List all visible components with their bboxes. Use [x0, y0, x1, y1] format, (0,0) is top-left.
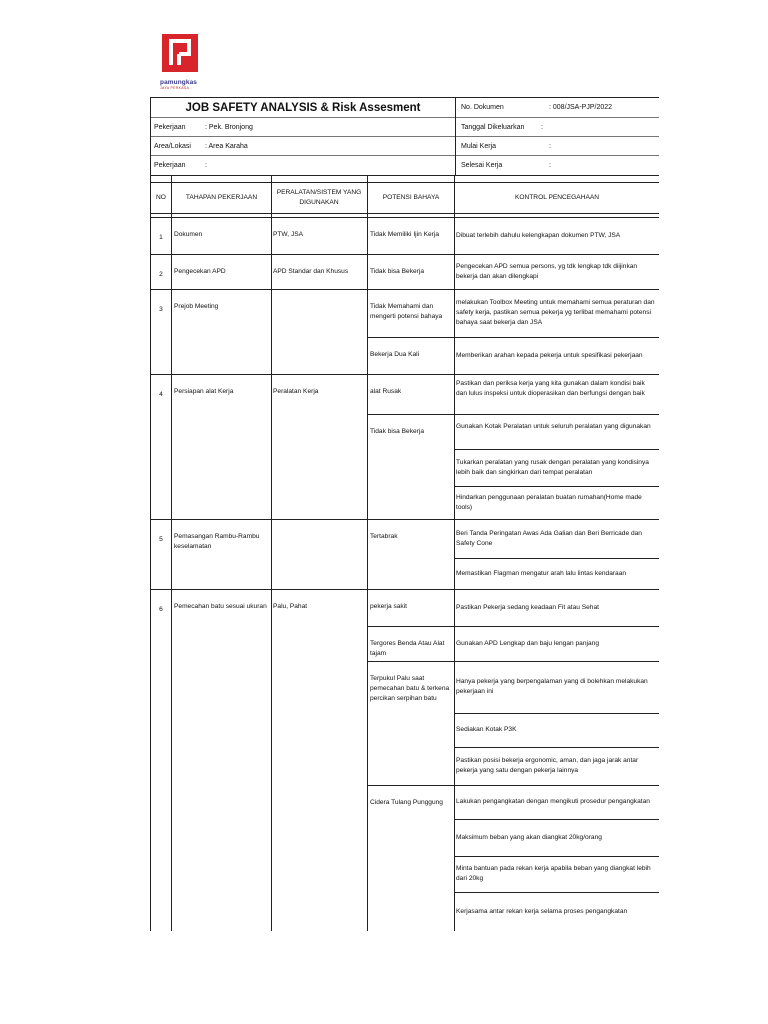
col-header-control: KONTROL PENCEGAHAAN	[514, 194, 600, 201]
control-text: Hanya pekerja yang berpengalaman yang di bolehkan melakukan pekerjaan ini	[456, 678, 648, 695]
control-divider	[454, 486, 659, 487]
hazard-text: Terpukul Palu saat pemecahan batu & terkena percikan serpihan batu	[370, 675, 450, 702]
row-equipment: PTW, JSA	[273, 231, 304, 238]
hazard-text: pekerja sakit	[370, 603, 408, 610]
row-stage: Pemecahan batu sesuai ukuran	[174, 603, 267, 610]
control-text: Pastikan posisi bekerja ergonomic, aman, dan jaga jarak antar pekerja yang satu dengan pekerja lainnya	[456, 757, 639, 774]
hazard-divider	[367, 414, 455, 415]
header-row-title	[151, 98, 659, 118]
control-text: Pastikan Pekerja sedang keadaan Fit atau Sehat	[456, 604, 599, 611]
job-label-2: Pekerjaan	[154, 162, 186, 169]
hazard-text: Tidak Memiliki Ijin Kerja	[370, 231, 440, 238]
control-divider	[454, 449, 659, 450]
company-tagline: JAYA PERKASA	[160, 86, 190, 90]
company-name: pamungkas	[160, 79, 198, 86]
location-value: : Area Karaha	[205, 142, 248, 150]
row-stage: Prejob Meeting	[174, 303, 219, 310]
col-header-stage: TAHAPAN PEKERJAAN	[185, 194, 258, 201]
header-line	[151, 213, 659, 214]
row-divider	[151, 589, 659, 590]
start-work-label: Mulai Kerja	[461, 142, 497, 150]
row-equipment: APD Standar dan Khusus	[273, 268, 349, 275]
control-text: Pengecekan APD semua persons, yg tdk lengkap tdk diijinkan bekerja dan akan dilengkapi	[456, 263, 638, 280]
hazard-divider	[367, 626, 455, 627]
control-text: Kerjasama antar rekan kerja selama proses pengangkatan	[456, 908, 628, 915]
row-stage: Persiapan alat Kerja	[174, 388, 234, 395]
job-value-2: :	[205, 162, 207, 169]
row-divider	[151, 217, 659, 218]
row-number: 3	[159, 306, 163, 313]
control-text: Minta bantuan pada rekan kerja apabila beban yang diangkat lebih dari 20kg	[456, 865, 651, 882]
row-stage: Dokumen	[174, 231, 203, 238]
row-number: 4	[159, 391, 163, 398]
row-equipment: Peralatan Kerja	[273, 388, 319, 395]
hazard-text: Cidera Tulang Punggung	[370, 799, 443, 806]
col-header-hazard: POTENSI BAHAYA	[382, 194, 440, 201]
company-logo-mark	[162, 34, 198, 72]
hazard-text: Tidak bisa Bekerja	[370, 428, 424, 435]
control-divider	[454, 626, 659, 627]
row-equipment: Palu, Pahat	[273, 603, 308, 610]
hazard-divider	[367, 661, 455, 662]
hazard-text: Tidak Memahami dan mengerti potensi bahaya	[370, 303, 443, 320]
doc-number-label: No. Dokumen	[461, 104, 504, 111]
control-divider	[454, 661, 659, 662]
header-row-2	[151, 118, 659, 137]
row-number: 5	[159, 536, 163, 543]
row-number: 1	[159, 234, 163, 241]
control-text: Gunakan APD Lengkap dan baju lengan panjang	[456, 640, 599, 647]
control-text: Tukarkan peralatan yang rusak dengan peralatan yang kondisinya lebih baik dan singkirkan dari tempat peralatan	[456, 459, 649, 476]
document-title: JOB SAFETY ANALYSIS & Risk Assesment	[185, 101, 421, 114]
header-line	[151, 182, 659, 183]
control-divider	[454, 856, 659, 857]
issue-date-value: :	[541, 123, 543, 131]
company-logo	[160, 34, 200, 90]
header-row-4	[151, 156, 659, 176]
hazard-text: Tertabrak	[370, 533, 398, 540]
end-work-label: Selesai Kerja	[461, 162, 503, 169]
col-header-no: NO	[156, 194, 166, 201]
control-text: Sediakan Kotak P3K	[456, 726, 517, 733]
control-text: Memastikan Flagman mengatur arah lalu lintas kendaraan	[456, 570, 627, 577]
header-row-3	[151, 137, 659, 156]
control-text: Hindarkan penggunaan peralatan buatan rumahan(Home made tools)	[456, 494, 642, 511]
row-number: 6	[159, 606, 163, 613]
hazard-text: Tidak bisa Bekerja	[370, 268, 424, 275]
control-divider	[454, 892, 659, 893]
header-divider	[455, 98, 456, 176]
end-work-value: :	[549, 162, 551, 169]
control-divider	[454, 414, 659, 415]
row-stage: Pemasangan Rambu-Rambu keselamatan	[174, 533, 260, 550]
control-divider	[454, 558, 659, 559]
control-text: melakukan Toolbox Meeting untuk memahami semua peraturan dan safety kerja, pastikan semua pekerja yg terlibat memahami potensi bahaya saat bekerja dan JSA	[456, 299, 655, 326]
control-text: Memberikan arahan kepada pekerja untuk spesifikasi pekerjaan	[456, 352, 643, 359]
control-divider	[454, 785, 659, 786]
job-value: : Pek. Bronjong	[205, 123, 253, 131]
col-header-equipment: PERALATAN/SISTEM YANG DIGUNAKAN	[276, 189, 362, 206]
row-stage: Pengecekan APD	[174, 268, 226, 275]
hazard-divider	[367, 785, 455, 786]
row-number: 2	[159, 271, 163, 278]
hazard-text: Tergores Benda Atau Alat tajam	[370, 640, 445, 657]
jsa-table	[150, 175, 659, 931]
control-text: Beri Tanda Peringatan Awas Ada Galian dan Beri Berricade dan Safety Cone	[456, 530, 642, 547]
location-label: Area/Lokasi	[154, 142, 191, 150]
control-divider	[454, 337, 659, 338]
hazard-text: Bekerja Dua Kali	[370, 351, 420, 358]
control-text: Dibuat terlebih dahulu kelengkapan dokumen PTW, JSA	[456, 232, 621, 239]
control-text: Gunakan Kotak Peralatan untuk seluruh peralatan yang digunakan	[456, 423, 651, 430]
document-header	[150, 97, 659, 176]
control-divider	[454, 819, 659, 820]
row-divider	[151, 374, 659, 375]
doc-number-value: : 008/JSA-PJP/2022	[549, 104, 613, 111]
row-divider	[151, 254, 659, 255]
start-work-value: :	[549, 142, 551, 150]
row-divider	[151, 519, 659, 520]
job-label: Pekerjaan	[154, 123, 186, 131]
hazard-divider	[367, 337, 455, 338]
hazard-text: alat Rusak	[370, 388, 402, 395]
control-divider	[454, 747, 659, 748]
control-divider	[454, 713, 659, 714]
issue-date-label: Tanggal Dikeluarkan	[461, 123, 525, 131]
row-divider	[151, 289, 659, 290]
control-text: Lakukan pengangkatan dengan mengikuti prosedur pengangkatan	[456, 798, 650, 805]
control-text: Pastikan dan periksa kerja yang kita gunakan dalam kondisi baik dan lulus inspeksi untuk dioperasikan dan berfungsi dengan baik	[456, 380, 645, 397]
control-text: Maksimum beban yang akan diangkat 20kg/orang	[456, 834, 602, 841]
